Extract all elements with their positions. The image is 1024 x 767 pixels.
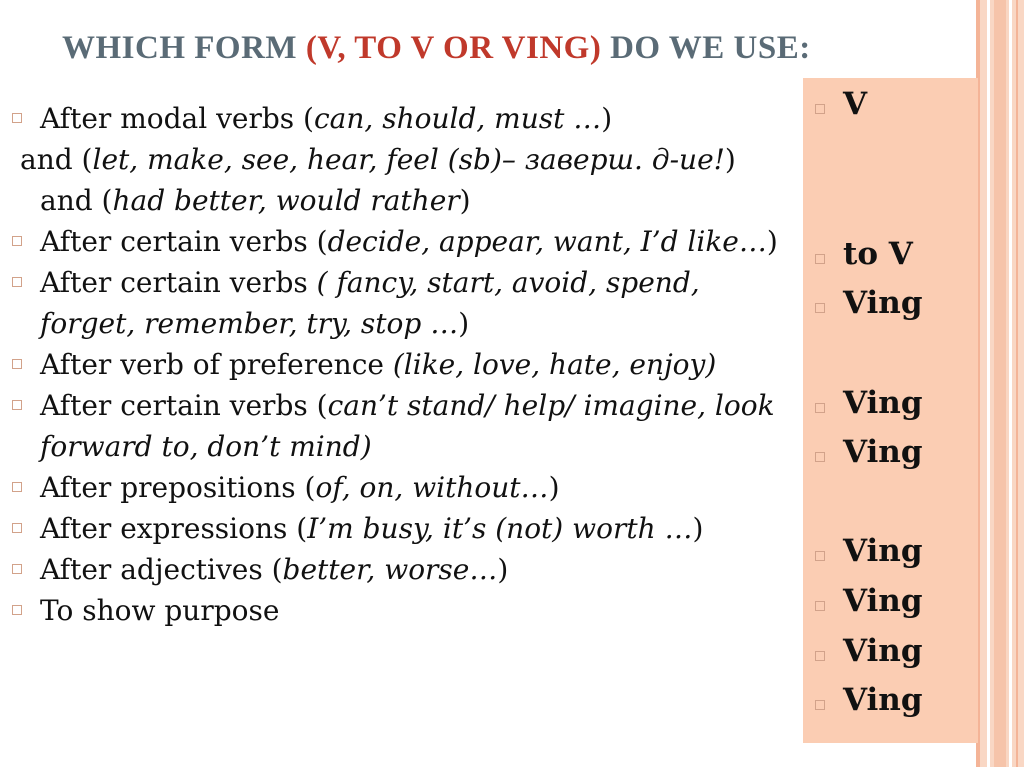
form-item: Ving <box>815 533 923 569</box>
title-after: DO WE USE: <box>601 30 811 66</box>
rule-item: After expressions (I’m busy, it’s (not) worth …) <box>12 508 792 549</box>
form-item: V <box>815 86 867 122</box>
bullet-icon <box>815 452 825 462</box>
bullet-icon <box>815 403 825 413</box>
bullet-icon <box>815 303 825 313</box>
bullet-icon <box>12 113 22 123</box>
bullet-icon <box>815 254 825 264</box>
bullet-icon <box>815 104 825 114</box>
rule-list <box>12 98 792 631</box>
rule-item: After prepositions (of, on, without…) <box>12 467 792 508</box>
form-item: to V <box>815 236 913 272</box>
form-item: Ving <box>815 434 923 470</box>
rule-item: After certain verbs (can’t stand/ help/ imagine, look forward to, don’t mind) <box>12 385 792 467</box>
bullet-icon <box>815 700 825 710</box>
bullet-icon <box>12 605 22 615</box>
title-highlight: (V, TO V OR VING) <box>305 30 602 66</box>
form-item: Ving <box>815 682 923 718</box>
form-item: Ving <box>815 633 923 669</box>
bullet-icon <box>12 564 22 574</box>
bullet-icon <box>12 236 22 246</box>
rule-item: After certain verbs (decide, appear, want, I’d like…) <box>12 221 792 262</box>
rule-item: To show purpose <box>12 590 792 631</box>
bullet-icon <box>12 277 22 287</box>
title-before: WHICH FORM <box>62 30 306 66</box>
rule-item: After modal verbs (can, should, must …) <box>12 98 792 139</box>
form-item: Ving <box>815 385 923 421</box>
bullet-icon <box>12 400 22 410</box>
bullet-icon <box>815 651 825 661</box>
form-item: Ving <box>815 285 923 321</box>
bullet-icon <box>12 523 22 533</box>
rule-item: and (let, make, see, hear, feel (sb)– заверш. д-ие!) <box>20 143 736 176</box>
bullet-icon <box>12 482 22 492</box>
bullet-icon <box>815 601 825 611</box>
rule-item: and (had better, would rather) <box>40 184 471 217</box>
slide-title <box>62 30 811 67</box>
rule-item: After adjectives (better, worse…) <box>12 549 792 590</box>
form-item: Ving <box>815 583 923 619</box>
bullet-icon <box>815 551 825 561</box>
rule-item: After verb of preference (like, love, hate, enjoy) <box>12 344 792 385</box>
bullet-icon <box>12 359 22 369</box>
rule-item: After certain verbs ( fancy, start, avoid, spend, forget, remember, try, stop …) <box>12 262 792 344</box>
decorative-stripes <box>976 0 1024 767</box>
